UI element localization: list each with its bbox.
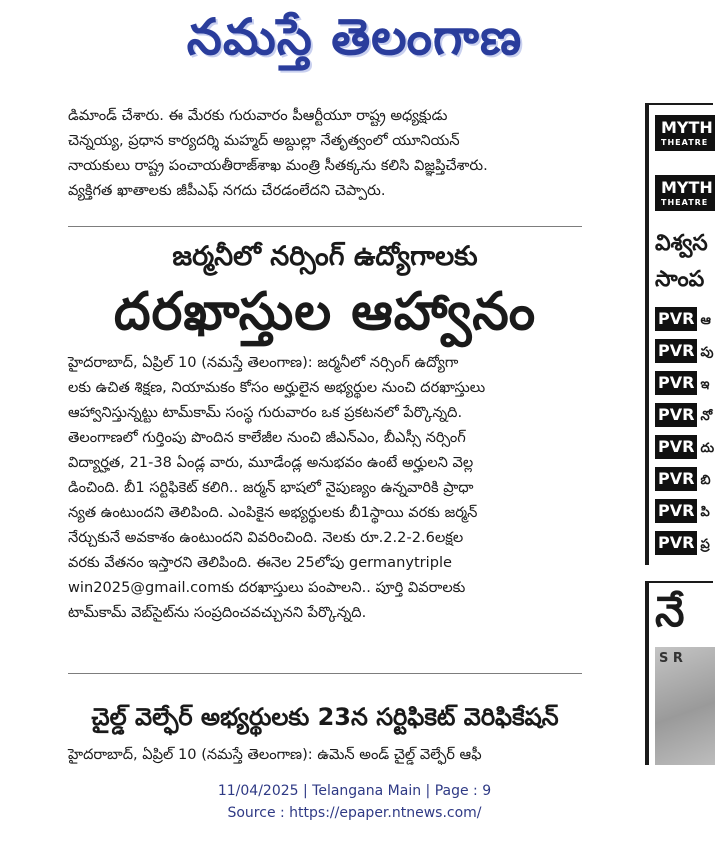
pvr-listing: PVR దు	[655, 435, 713, 459]
pvr-logo: PVR	[655, 371, 697, 395]
ad-heading: సాంప	[655, 267, 705, 292]
pvr-logo: PVR	[655, 467, 697, 491]
pvr-listing: PVR ఆ	[655, 307, 713, 331]
pvr-logo: PVR	[655, 435, 697, 459]
footer-source-link[interactable]: Source : https://epaper.ntnews.com/	[227, 805, 482, 821]
body-line: ఆహ్వానిస్తున్నట్టు టామ్‌కామ్ సంస్థ గురువారం ఒక ప్రకటనలో పేర్కొన్నది.	[68, 404, 463, 421]
pvr-listing: PVR పి	[655, 499, 713, 523]
myth-theatre-ad: MYTH THEATRE	[655, 115, 715, 151]
pvr-listing: PVR ప్ర	[655, 531, 713, 555]
pvr-listing: PVR నో	[655, 403, 713, 427]
pvr-logo: PVR	[655, 307, 697, 331]
body-line: లకు ఉచిత శిక్షణ, నియామకం కోసం అర్హులైన అభ్యర్థుల నుంచి దరఖాస్తులు	[68, 379, 486, 396]
body-line: డించింది. బీ1 సర్టిఫికెట్ కలిగి.. జర్మన్ భాషలో నైపుణ్యం ఉన్నవారికి ప్రాధా	[68, 479, 474, 496]
body-line: నేర్చుకునే అవకాశం ఉంటుందని వివరించింది. నెలకు రూ.2.2-2.6లక్షల	[68, 529, 464, 546]
side-ad-lower	[645, 581, 713, 765]
ad-heading: విశ్వస	[655, 231, 708, 256]
body-line: టామ్‌కామ్ వెబ్‌సైట్‌ను సంప్రదించవచ్చునని పేర్కొన్నది.	[68, 604, 367, 621]
intro-paragraph	[68, 103, 582, 203]
divider	[68, 673, 582, 674]
epaper-clip	[0, 100, 715, 763]
side-ad-column	[645, 103, 713, 565]
body-line: win2025@gmail.comకు దరఖాస్తులు పంపాలని.. పూర్తి వివరాలకు	[68, 579, 466, 596]
pvr-logo: PVR	[655, 531, 697, 555]
body-line: హైదరాబాద్, ఏప్రిల్ 10 (నమస్తే తెలంగాణ): జర్మనీలో నర్సింగ్ ఉద్యోగా	[68, 354, 459, 371]
ad-heading: నే	[655, 587, 685, 636]
body-line: హైదరాబాద్, ఏప్రిల్ 10 (నమస్తే తెలంగాణ): ఉమెన్ అండ్ చైల్డ్ వెల్ఫేర్ ఆఫీ	[68, 746, 482, 763]
body-line: తెలంగాణలో గుర్తింపు పొందిన కాలేజీల నుంచి జీఎన్ఎం, బీఎస్సీ నర్సింగ్	[68, 429, 466, 446]
pvr-listing: PVR బి	[655, 467, 713, 491]
ad-logo: S R	[659, 651, 683, 666]
next-article-headline: చైల్డ్ వెల్ఫేర్ అభ్యర్థులకు 23న సర్టిఫికెట్ వెరిఫికేషన్	[91, 703, 559, 731]
ad-photo	[655, 647, 715, 765]
body-line: వరకు వేతనం ఇస్తారని తెలిపింది. ఈనెల 25లోపు germanytriple	[68, 554, 453, 571]
footer-date-line: 11/04/2025 | Telangana Main | Page : 9	[217, 783, 492, 799]
pvr-logo: PVR	[655, 339, 697, 363]
intro-line: నాయకులు రాష్ట్ర పంచాయతీరాజ్‌శాఖ మంత్రి సీతక్కను కలిసి విజ్ఞప్తిచేశారు.	[68, 157, 488, 174]
body-line: విద్యార్హత, 21-38 ఏండ్ల వారు, మూడేండ్ల అనుభవం ఉంటే అర్హులని వెల్ల	[68, 454, 474, 471]
pvr-logo: PVR	[655, 499, 697, 523]
article-headline: దరఖాస్తుల ఆహ్వానం	[113, 282, 537, 342]
body-line: న్యత ఉంటుందని తెలిపింది. ఎంపికైన అభ్యర్థులకు బీ1స్థాయి వరకు జర్మన్	[68, 504, 478, 521]
masthead	[0, 0, 709, 80]
next-article-body	[68, 742, 582, 767]
intro-line: చెన్నయ్య, ప్రధాన కార్యదర్శి మహ్మద్ అబ్దుల్లా నేతృత్వంలో యూనియన్	[68, 132, 460, 149]
pvr-listing: PVR పు	[655, 339, 713, 363]
intro-line: వ్యక్తిగత ఖాతాలకు జీపీఎఫ్ నగదు చేరడంలేదని చెప్పారు.	[68, 182, 386, 199]
myth-theatre-ad: MYTH THEATRE	[655, 175, 715, 211]
divider	[68, 226, 582, 227]
intro-line: డిమాండ్ చేశారు. ఈ మేరకు గురువారం పీఆర్టీయూ రాష్ట్ర అధ్యక్షుడు	[68, 107, 448, 124]
article-kicker: జర్మనీలో నర్సింగ్ ఉద్యోగాలకు	[172, 241, 478, 272]
pvr-logo: PVR	[655, 403, 697, 427]
newspaper-logo: నమస్తే తెలంగాణ	[186, 8, 523, 66]
pvr-listing: PVR ఇ	[655, 371, 713, 395]
article-body	[68, 350, 582, 625]
